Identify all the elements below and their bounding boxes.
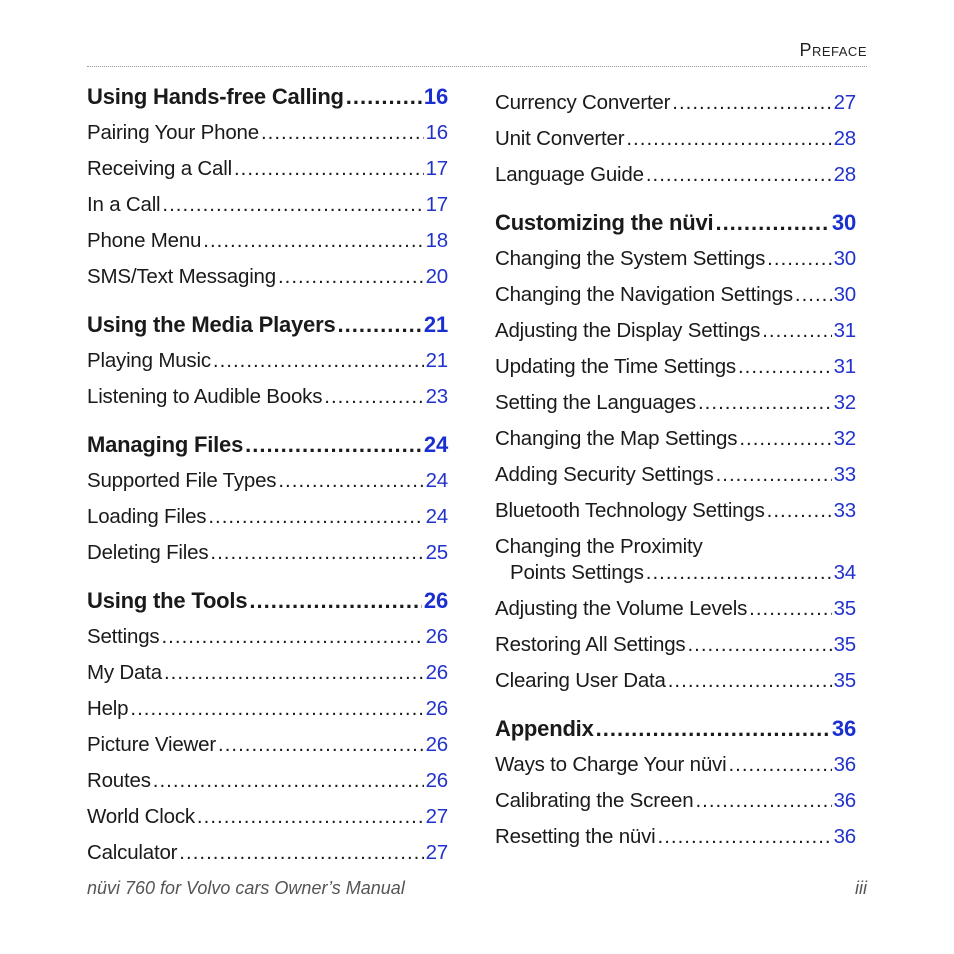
toc-entry[interactable] [495,239,856,275]
dot-leader [208,505,423,533]
toc-section-title: Customizing the nüvi [495,210,714,235]
dot-leader [715,211,829,239]
toc-entry[interactable] [495,625,856,661]
toc-page-link[interactable]: 35 [833,669,856,692]
toc-page-link[interactable]: 34 [833,561,856,584]
toc-entry-title: Ways to Charge Your nüvi [495,753,727,776]
toc-page-link[interactable]: 32 [833,391,856,414]
toc-entry-title: Resetting the nüvi [495,825,656,848]
toc-entry[interactable] [495,83,856,119]
toc-section-title: Using Hands-free Calling [87,84,344,109]
toc-entry[interactable] [495,527,856,589]
toc-entry[interactable] [495,383,856,419]
toc-entry-title: Adjusting the Display Settings [495,319,761,342]
toc-section-entry[interactable] [87,421,448,461]
toc-entry-title: Playing Music [87,349,211,372]
toc-entry[interactable] [495,275,856,311]
toc-page-link[interactable]: 21 [423,312,448,337]
toc-page-link[interactable]: 27 [425,841,448,864]
toc-section-title: Using the Media Players [87,312,336,337]
toc-entry[interactable] [495,419,856,455]
dot-leader [795,283,832,311]
dot-leader [234,157,424,185]
toc-entry[interactable] [87,833,448,869]
toc-entry[interactable] [87,797,448,833]
toc-entry[interactable] [495,589,856,625]
toc-entry-title: Listening to Audible Books [87,385,323,408]
dot-leader [210,541,423,569]
toc-page-link[interactable]: 25 [425,541,448,564]
toc-entry-title: In a Call [87,193,161,216]
toc-entry-title: Currency Converter [495,91,671,114]
toc-entry[interactable] [495,347,856,383]
toc-page-link[interactable]: 16 [423,84,448,109]
toc-entry-title: Adding Security Settings [495,463,714,486]
toc-entry-title: Language Guide [495,163,644,186]
toc-entry-title: Clearing User Data [495,669,666,692]
dot-leader [153,769,424,797]
toc-page-link[interactable]: 31 [833,319,856,342]
toc-section-entry[interactable] [495,199,856,239]
dot-leader [179,841,423,869]
toc-page-link[interactable]: 33 [833,463,856,486]
dot-leader [738,355,832,383]
dot-leader [767,247,831,275]
dot-leader [698,391,832,419]
toc-page-link[interactable]: 35 [833,597,856,620]
toc-page-link[interactable]: 26 [425,769,448,792]
footer-manual-title: nüvi 760 for Volvo cars Owner’s Manual [87,878,405,898]
toc-entry[interactable] [87,221,448,257]
toc-page-link[interactable]: 21 [425,349,448,372]
toc-entry[interactable] [87,377,448,413]
toc-entry-title: Settings [87,625,160,648]
toc-page-link[interactable]: 35 [833,633,856,656]
toc-entry-title: Unit Converter [495,127,625,150]
dot-leader [203,229,423,257]
toc-entry-title: Phone Menu [87,229,202,252]
toc-entry[interactable] [87,617,448,653]
dot-leader [739,427,831,455]
toc-page-link[interactable]: 31 [833,355,856,378]
toc-section-title: Managing Files [87,432,244,457]
toc-entry[interactable] [495,155,856,191]
toc-page-link[interactable]: 26 [425,625,448,648]
toc-entry-title: Routes [87,769,151,792]
toc-entry-title: Restoring All Settings [495,633,686,656]
dot-leader [728,753,831,781]
toc-page-link[interactable]: 17 [425,157,448,180]
dot-leader [261,121,424,149]
toc-entry[interactable] [495,311,856,347]
toc-section-title: Appendix [495,716,594,741]
running-header: Preface [799,40,867,60]
toc-entry-title: Changing the System Settings [495,247,766,270]
dot-leader [626,127,831,155]
toc-page-link[interactable]: 36 [833,825,856,848]
toc-entry[interactable] [87,725,448,761]
dot-leader [218,733,424,761]
toc-entry[interactable] [87,149,448,185]
toc-page-link[interactable]: 30 [833,283,856,306]
toc-entry[interactable] [87,257,448,293]
dot-leader [749,597,831,625]
toc-page-link[interactable]: 26 [423,588,448,613]
toc-page-link[interactable]: 28 [833,127,856,150]
toc-page-link[interactable]: 28 [833,163,856,186]
toc-entry[interactable] [495,491,856,527]
toc-page-link[interactable]: 27 [833,91,856,114]
dot-leader [324,385,423,413]
toc-entry[interactable] [87,497,448,533]
toc-entry[interactable] [87,653,448,689]
toc-page-link[interactable]: 36 [831,716,856,741]
dot-leader [762,319,831,347]
toc-entry[interactable] [87,689,448,725]
toc-page-link[interactable]: 24 [425,469,448,492]
toc-page-link[interactable]: 36 [833,753,856,776]
toc-page-link[interactable]: 26 [425,733,448,756]
toc-section-entry[interactable] [87,577,448,617]
dot-leader [596,717,830,745]
toc-entry[interactable] [87,341,448,377]
toc-page-link[interactable]: 20 [425,265,448,288]
toc-entry[interactable] [495,119,856,155]
dot-leader [213,349,424,377]
toc-page-link[interactable]: 26 [425,697,448,720]
toc-entry[interactable] [87,113,448,149]
dot-leader [197,805,424,833]
toc-entry-title: Deleting Files [87,541,209,564]
dot-leader [278,265,424,293]
dot-leader [658,825,832,853]
toc-page-link[interactable]: 16 [425,121,448,144]
toc-entry-title: Changing the Proximity [495,535,703,558]
toc-page-link[interactable]: 17 [425,193,448,216]
toc-page-link[interactable]: 24 [425,505,448,528]
toc-entry-title: Supported File Types [87,469,277,492]
toc-section-entry[interactable] [495,705,856,745]
toc-page-link[interactable]: 18 [425,229,448,252]
toc-entry-title: Picture Viewer [87,733,216,756]
toc-entry-title: Pairing Your Phone [87,121,259,144]
toc-entry[interactable] [495,745,856,781]
toc-entry[interactable] [87,185,448,221]
header-divider [87,66,867,67]
toc-entry-title: Changing the Navigation Settings [495,283,793,306]
toc-left-column [87,83,448,869]
dot-leader [130,697,423,725]
toc-page-link[interactable]: 27 [425,805,448,828]
toc-entry-title: Bluetooth Technology Settings [495,499,765,522]
dot-leader [161,625,423,653]
toc-section-title: Using the Tools [87,588,248,613]
toc-page-link[interactable]: 24 [423,432,448,457]
footer-page-number: iii [855,878,867,898]
toc-entry[interactable] [495,781,856,817]
toc-section-entry[interactable] [87,83,448,113]
toc-section-entry[interactable] [87,301,448,341]
toc-page-link[interactable]: 30 [833,247,856,270]
toc-entry[interactable] [87,533,448,569]
dot-leader [668,669,832,697]
dot-leader [164,661,424,689]
dot-leader [162,193,423,221]
toc-entry[interactable] [495,817,856,853]
toc-entry[interactable] [495,455,856,491]
toc-page-link[interactable]: 33 [833,499,856,522]
toc-entry-title: Help [87,697,129,720]
toc-page-link[interactable]: 23 [425,385,448,408]
toc-page-link[interactable]: 32 [833,427,856,450]
toc-entry-title: Setting the Languages [495,391,696,414]
toc-entry-title: Changing the Map Settings [495,427,738,450]
dot-leader [695,789,831,817]
toc-entry-title-continued: Points Settings [510,561,644,584]
toc-right-column [495,83,856,853]
dot-leader [338,313,422,341]
dot-leader [278,469,423,497]
toc-entry-title: World Clock [87,805,195,828]
toc-entry-title: Calculator [87,841,178,864]
dot-leader [646,561,832,589]
dot-leader [646,163,832,191]
toc-page-link[interactable]: 26 [425,661,448,684]
toc-entry-title: Loading Files [87,505,207,528]
toc-entry[interactable] [87,761,448,797]
dot-leader [687,633,831,661]
toc-page-link[interactable]: 30 [831,210,856,235]
toc-entry-title: Updating the Time Settings [495,355,736,378]
toc-entry-title: SMS/Text Messaging [87,265,276,288]
dot-leader [672,91,831,119]
toc-entry-title: Adjusting the Volume Levels [495,597,748,620]
dot-leader [767,499,832,527]
toc-entry-title: Calibrating the Screen [495,789,694,812]
dot-leader [346,85,422,113]
toc-entry-title: Receiving a Call [87,157,232,180]
toc-entry[interactable] [87,461,448,497]
dot-leader [249,589,422,617]
toc-page-link[interactable]: 36 [833,789,856,812]
toc-entry[interactable] [495,661,856,697]
dot-leader [245,433,422,461]
dot-leader [716,463,832,491]
toc-entry-title: My Data [87,661,162,684]
